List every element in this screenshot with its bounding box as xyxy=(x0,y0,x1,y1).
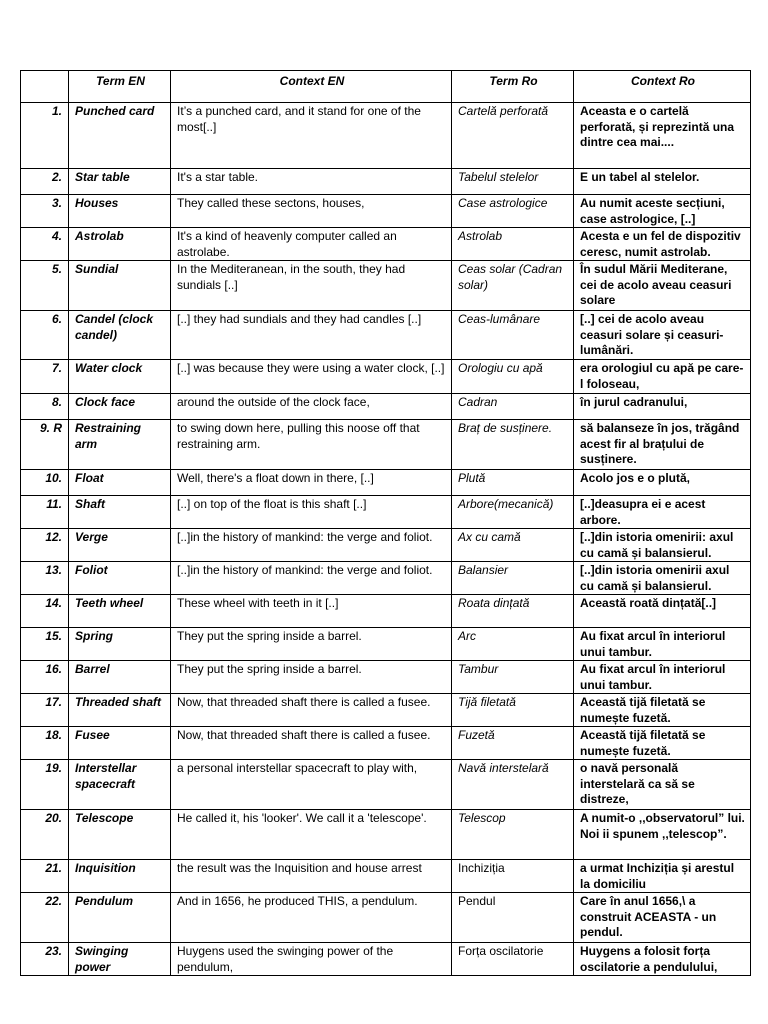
term-ro-cell: Pendul xyxy=(452,893,574,943)
context-ro-cell: Huygens a folosit forța oscilatorie a pendulului, xyxy=(574,943,751,976)
term-en-cell: Float xyxy=(69,470,171,496)
term-en-cell: Star table xyxy=(69,169,171,195)
term-ro-cell: Navă interstelară xyxy=(452,760,574,810)
context-en-cell: Well, there's a float down in there, [..] xyxy=(171,470,452,496)
table-row xyxy=(21,628,751,661)
row-number: 23. xyxy=(21,943,69,976)
context-en-cell: [..]in the history of mankind: the verge and foliot. xyxy=(171,529,452,562)
context-ro-cell: [..]deasupra ei e acest arbore. xyxy=(574,496,751,529)
term-en-cell: Threaded shaft xyxy=(69,694,171,727)
context-ro-cell: era orologiul cu apă pe care-l foloseau, xyxy=(574,360,751,394)
document-page xyxy=(20,70,750,976)
context-en-cell: It’s a punched card, and it stand for one of the most[..] xyxy=(171,103,452,169)
term-en-cell: Telescope xyxy=(69,810,171,860)
row-number: 12. xyxy=(21,529,69,562)
row-number: 2. xyxy=(21,169,69,195)
context-en-cell: the result was the Inquisition and house arrest xyxy=(171,860,452,893)
row-number: 21. xyxy=(21,860,69,893)
row-number: 11. xyxy=(21,496,69,529)
context-ro-cell: În sudul Mării Mediterane, cei de acolo aveau ceasuri solare xyxy=(574,261,751,311)
table-row xyxy=(21,195,751,228)
term-ro-cell: Orologiu cu apă xyxy=(452,360,574,394)
context-ro-cell: Care în anul 1656,\ a construit ACEASTA - un pendul. xyxy=(574,893,751,943)
term-en-cell: Inquisition xyxy=(69,860,171,893)
term-en-cell: Punched card xyxy=(69,103,171,169)
row-number: 15. xyxy=(21,628,69,661)
term-en-cell: Foliot xyxy=(69,562,171,595)
context-en-cell: It's a kind of heavenly computer called an astrolabe. xyxy=(171,228,452,261)
context-ro-cell: [..]din istoria omenirii axul cu camă și balansierul. xyxy=(574,562,751,595)
row-number: 17. xyxy=(21,694,69,727)
term-en-cell: Pendulum xyxy=(69,893,171,943)
context-en-cell: around the outside of the clock face, xyxy=(171,394,452,420)
term-en-cell: Barrel xyxy=(69,661,171,694)
context-en-cell: In the Mediteranean, in the south, they had sundials [..] xyxy=(171,261,452,311)
table-row xyxy=(21,470,751,496)
context-en-cell: It's a star table. xyxy=(171,169,452,195)
term-ro-cell: Tabelul stelelor xyxy=(452,169,574,195)
row-number: 10. xyxy=(21,470,69,496)
context-en-cell: They called these sectons, houses, xyxy=(171,195,452,228)
term-en-cell: Candel (clock candel) xyxy=(69,311,171,360)
context-ro-cell: Acesta e un fel de dispozitiv ceresc, numit astrolab. xyxy=(574,228,751,261)
table-row xyxy=(21,893,751,943)
context-en-cell: [..]in the history of mankind: the verge and foliot. xyxy=(171,562,452,595)
table-row xyxy=(21,694,751,727)
table-row xyxy=(21,860,751,893)
context-en-cell: a personal interstellar spacecraft to play with, xyxy=(171,760,452,810)
context-ro-cell: E un tabel al stelelor. xyxy=(574,169,751,195)
term-en-cell: Shaft xyxy=(69,496,171,529)
table-row xyxy=(21,420,751,470)
term-ro-cell: Forța oscilatorie xyxy=(452,943,574,976)
table-row xyxy=(21,562,751,595)
term-ro-cell: Astrolab xyxy=(452,228,574,261)
term-ro-cell: Telescop xyxy=(452,810,574,860)
header-term-ro: Term Ro xyxy=(452,71,574,103)
table-row xyxy=(21,727,751,760)
term-ro-cell: Tijă filetată xyxy=(452,694,574,727)
header-context-en: Context EN xyxy=(171,71,452,103)
context-ro-cell: [..] cei de acolo aveau ceasuri solare și ceasuri-lumânări. xyxy=(574,311,751,360)
table-row xyxy=(21,595,751,628)
context-ro-cell: Acolo jos e o plută, xyxy=(574,470,751,496)
row-number: 20. xyxy=(21,810,69,860)
row-number: 18. xyxy=(21,727,69,760)
context-en-cell: These wheel with teeth in it [..] xyxy=(171,595,452,628)
row-number: 5. xyxy=(21,261,69,311)
term-en-cell: Houses xyxy=(69,195,171,228)
context-ro-cell: Aceasta e o cartelă perforată, și reprezintă una dintre cea mai.... xyxy=(574,103,751,169)
term-ro-cell: Cartelă perforată xyxy=(452,103,574,169)
term-ro-cell: Plută xyxy=(452,470,574,496)
context-ro-cell: o navă personală interstelară ca să se distreze, xyxy=(574,760,751,810)
term-en-cell: Swinging power xyxy=(69,943,171,976)
table-header-row xyxy=(21,71,751,103)
term-ro-cell: Roata dințată xyxy=(452,595,574,628)
row-number: 7. xyxy=(21,360,69,394)
table-row xyxy=(21,169,751,195)
context-ro-cell: Această roată dințată[..] xyxy=(574,595,751,628)
term-en-cell: Fusee xyxy=(69,727,171,760)
term-ro-cell: Ceas solar (Cadran solar) xyxy=(452,261,574,311)
context-en-cell: [..] was because they were using a water clock, [..] xyxy=(171,360,452,394)
term-ro-cell: Balansier xyxy=(452,562,574,595)
table-body xyxy=(21,103,751,976)
context-en-cell: He called it, his 'looker'. We call it a 'telescope'. xyxy=(171,810,452,860)
term-en-cell: Teeth wheel xyxy=(69,595,171,628)
glossary-table xyxy=(20,70,751,976)
context-ro-cell: [..]din istoria omenirii: axul cu camă și balansierul. xyxy=(574,529,751,562)
table-row xyxy=(21,529,751,562)
table-row xyxy=(21,496,751,529)
context-en-cell: to swing down here, pulling this noose off that restraining arm. xyxy=(171,420,452,470)
context-en-cell: Now, that threaded shaft there is called a fusee. xyxy=(171,727,452,760)
row-number: 13. xyxy=(21,562,69,595)
table-row xyxy=(21,103,751,169)
term-en-cell: Clock face xyxy=(69,394,171,420)
row-number: 8. xyxy=(21,394,69,420)
context-ro-cell: să balanseze în jos, trăgând acest fir al brațului de susținere. xyxy=(574,420,751,470)
context-en-cell: They put the spring inside a barrel. xyxy=(171,661,452,694)
term-ro-cell: Inchiziția xyxy=(452,860,574,893)
context-en-cell: Now, that threaded shaft there is called a fusee. xyxy=(171,694,452,727)
term-ro-cell: Arbore(mecanică) xyxy=(452,496,574,529)
header-index xyxy=(21,71,69,103)
table-row xyxy=(21,228,751,261)
row-number: 6. xyxy=(21,311,69,360)
term-en-cell: Water clock xyxy=(69,360,171,394)
term-en-cell: Restraining arm xyxy=(69,420,171,470)
context-ro-cell: Au fixat arcul în interiorul unui tambur. xyxy=(574,661,751,694)
term-ro-cell: Arc xyxy=(452,628,574,661)
header-term-en: Term EN xyxy=(69,71,171,103)
context-en-cell: And in 1656, he produced THIS, a pendulum. xyxy=(171,893,452,943)
term-en-cell: Verge xyxy=(69,529,171,562)
table-row xyxy=(21,394,751,420)
term-en-cell: Interstellar spacecraft xyxy=(69,760,171,810)
term-ro-cell: Ceas-lumânare xyxy=(452,311,574,360)
context-ro-cell: Această tijă filetată se numește fuzetă. xyxy=(574,727,751,760)
row-number: 1. xyxy=(21,103,69,169)
term-ro-cell: Cadran xyxy=(452,394,574,420)
row-number: 14. xyxy=(21,595,69,628)
term-ro-cell: Ax cu camă xyxy=(452,529,574,562)
context-ro-cell: A numit-o ,,observatorul” lui. Noi ii spunem ,,telescop”. xyxy=(574,810,751,860)
header-context-ro: Context Ro xyxy=(574,71,751,103)
context-en-cell: They put the spring inside a barrel. xyxy=(171,628,452,661)
term-ro-cell: Braț de susținere. xyxy=(452,420,574,470)
table-row xyxy=(21,360,751,394)
context-en-cell: Huygens used the swinging power of the pendulum, xyxy=(171,943,452,976)
row-number: 16. xyxy=(21,661,69,694)
context-en-cell: [..] on top of the float is this shaft [..] xyxy=(171,496,452,529)
context-ro-cell: Această tijă filetată se numește fuzetă. xyxy=(574,694,751,727)
term-en-cell: Sundial xyxy=(69,261,171,311)
context-en-cell: [..] they had sundials and they had candles [..] xyxy=(171,311,452,360)
row-number: 9. R xyxy=(21,420,69,470)
table-row xyxy=(21,661,751,694)
table-row xyxy=(21,810,751,860)
row-number: 4. xyxy=(21,228,69,261)
context-ro-cell: în jurul cadranului, xyxy=(574,394,751,420)
context-ro-cell: Au numit aceste secțiuni, case astrologice, [..] xyxy=(574,195,751,228)
context-ro-cell: a urmat Inchiziția și arestul la domiciliu xyxy=(574,860,751,893)
table-row xyxy=(21,261,751,311)
row-number: 22. xyxy=(21,893,69,943)
term-ro-cell: Case astrologice xyxy=(452,195,574,228)
table-row xyxy=(21,311,751,360)
term-en-cell: Spring xyxy=(69,628,171,661)
table-row xyxy=(21,943,751,976)
term-en-cell: Astrolab xyxy=(69,228,171,261)
row-number: 19. xyxy=(21,760,69,810)
term-ro-cell: Fuzetă xyxy=(452,727,574,760)
context-ro-cell: Au fixat arcul în interiorul unui tambur. xyxy=(574,628,751,661)
row-number: 3. xyxy=(21,195,69,228)
table-row xyxy=(21,760,751,810)
term-ro-cell: Tambur xyxy=(452,661,574,694)
